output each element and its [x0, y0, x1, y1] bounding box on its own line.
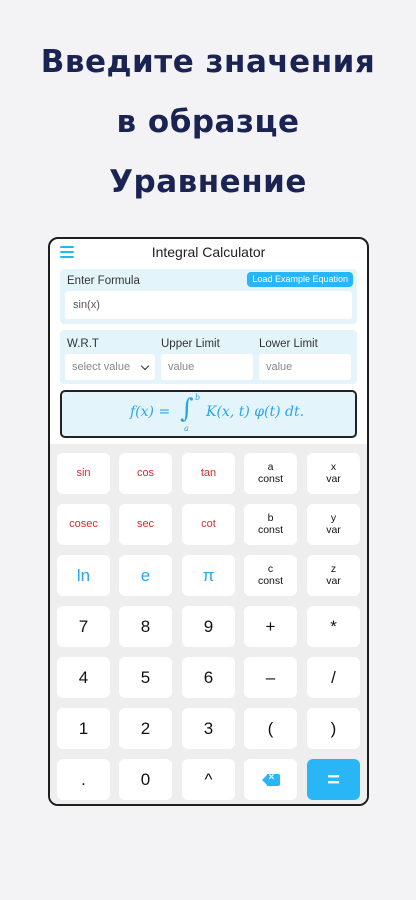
- key-ln[interactable]: ln: [57, 555, 110, 596]
- key-3[interactable]: 3: [182, 708, 235, 749]
- promo-line-2: в образце: [116, 104, 300, 140]
- key-y-var[interactable]: [307, 504, 360, 545]
- backspace-icon: ×: [262, 774, 280, 786]
- key-b-const-bottom: const: [257, 523, 284, 536]
- upper-limit-label: Upper Limit: [161, 338, 220, 350]
- wrt-label: W.R.T: [67, 338, 99, 350]
- key-a-const[interactable]: [244, 453, 297, 494]
- key-6[interactable]: 6: [182, 657, 235, 698]
- key-decimal[interactable]: .: [57, 759, 110, 800]
- lower-limit-input[interactable]: value: [259, 354, 351, 380]
- lower-limit-label: Lower Limit: [259, 338, 318, 350]
- formula-label: Enter Formula: [67, 275, 140, 287]
- chevron-down-icon: [141, 362, 149, 370]
- key-power[interactable]: ^: [182, 759, 235, 800]
- equation-preview: [60, 390, 357, 438]
- key-a-const-bottom: const: [257, 472, 284, 485]
- limits-panel: [60, 330, 357, 384]
- key-x-var[interactable]: [307, 453, 360, 494]
- key-c-const[interactable]: [244, 555, 297, 596]
- key-0[interactable]: 0: [119, 759, 172, 800]
- key-7[interactable]: 7: [57, 606, 110, 647]
- key-x-var-top: x: [330, 461, 337, 474]
- key-9[interactable]: 9: [182, 606, 235, 647]
- equation-lhs: f(x) =: [130, 404, 171, 420]
- key-z-var[interactable]: [307, 555, 360, 596]
- key-cos[interactable]: cos: [119, 453, 172, 494]
- app-screen: [48, 237, 369, 806]
- key-divide[interactable]: /: [307, 657, 360, 698]
- key-c-const-bottom: const: [257, 574, 284, 587]
- promo-line-1: Введите значения: [40, 44, 376, 80]
- formula-input[interactable]: sin(x): [65, 291, 352, 319]
- key-8[interactable]: 8: [119, 606, 172, 647]
- key-plus[interactable]: +: [244, 606, 297, 647]
- app-bar: [50, 239, 367, 267]
- keypad: [50, 444, 367, 806]
- key-sin[interactable]: sin: [57, 453, 110, 494]
- key-tan[interactable]: tan: [182, 453, 235, 494]
- key-b-const[interactable]: [244, 504, 297, 545]
- key-z-var-top: z: [330, 563, 337, 576]
- key-y-var-bottom: var: [326, 523, 341, 536]
- app-title: Integral Calculator: [151, 244, 266, 260]
- key-4[interactable]: 4: [57, 657, 110, 698]
- key-close-paren[interactable]: ): [307, 708, 360, 749]
- key-x-var-bottom: var: [326, 472, 341, 485]
- key-5[interactable]: 5: [119, 657, 172, 698]
- key-pi[interactable]: π: [182, 555, 235, 596]
- promo-line-3: Уравнение: [109, 164, 307, 200]
- key-cot[interactable]: cot: [182, 504, 235, 545]
- upper-limit-input[interactable]: value: [161, 354, 253, 380]
- key-a-const-top: a: [267, 461, 274, 474]
- load-example-button[interactable]: Load Example Equation: [247, 272, 353, 287]
- key-2[interactable]: 2: [119, 708, 172, 749]
- wrt-select[interactable]: [65, 354, 155, 380]
- key-y-var-top: y: [330, 512, 337, 525]
- key-e[interactable]: e: [119, 555, 172, 596]
- key-open-paren[interactable]: (: [244, 708, 297, 749]
- formula-panel: [60, 269, 357, 324]
- key-z-var-bottom: var: [326, 574, 341, 587]
- key-cosec[interactable]: cosec: [57, 504, 110, 545]
- equation-rhs: K(x, t) φ(t) dt.: [206, 404, 305, 420]
- backspace-button[interactable]: [244, 759, 297, 800]
- key-c-const-top: c: [267, 563, 274, 576]
- key-minus[interactable]: –: [244, 657, 297, 698]
- key-b-const-top: b: [267, 512, 274, 525]
- key-sec[interactable]: sec: [119, 504, 172, 545]
- integral-upper-bound: b: [195, 393, 201, 402]
- integral-lower-bound: a: [184, 424, 189, 433]
- key-multiply[interactable]: *: [307, 606, 360, 647]
- wrt-select-value: select value: [72, 361, 131, 373]
- equals-button[interactable]: =: [307, 759, 360, 800]
- key-1[interactable]: 1: [57, 708, 110, 749]
- integral-sign: ∫: [180, 394, 194, 424]
